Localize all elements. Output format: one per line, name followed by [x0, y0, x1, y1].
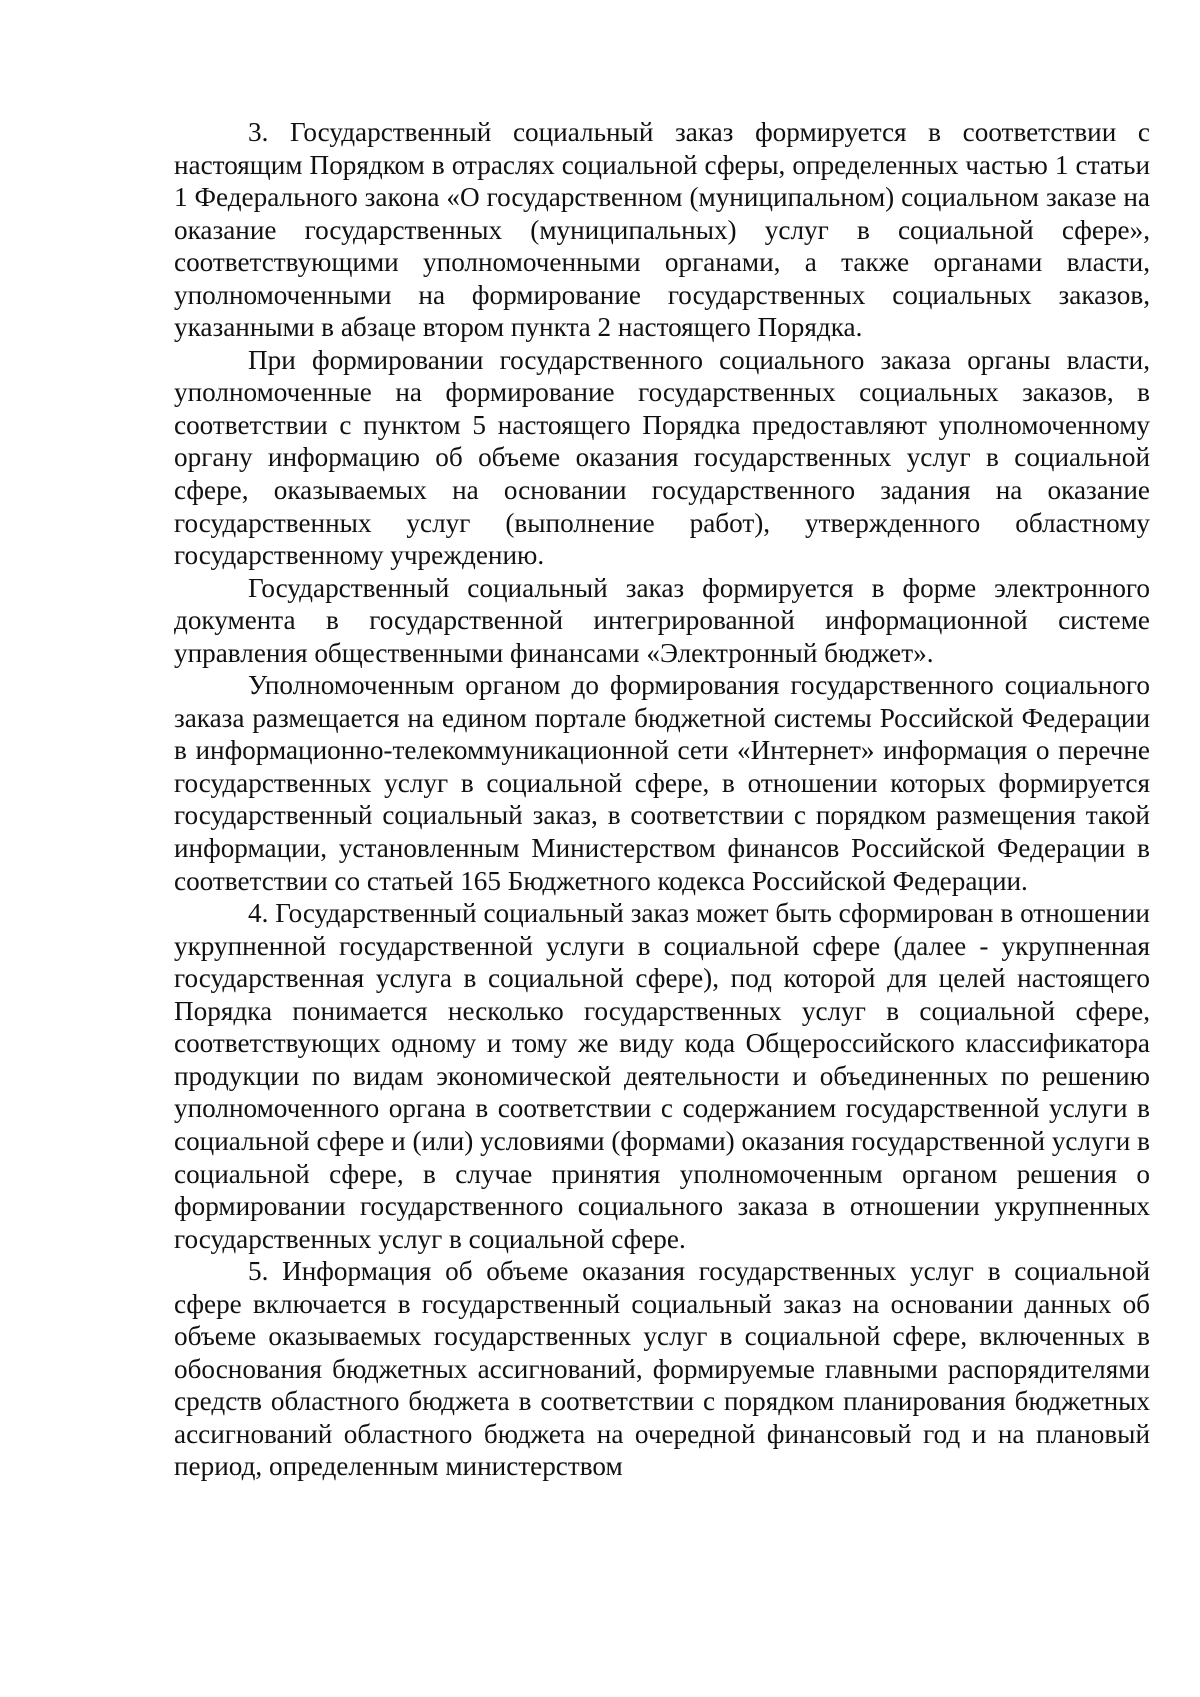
document-body	[174, 116, 1150, 1483]
paragraph-electronic-form: Государственный социальный заказ формируется в форме электронного документа в государственной интегрированной информационной системе управления общественными финансами «Электронный бюджет».	[174, 572, 1150, 668]
paragraph-item-5: 5. Информация об объеме оказания государственных услуг в социальной сфере включается в государственный социальный заказ на основании данных об объеме оказываемых государственных услуг в социальной сфере, включенных в обоснования бюджетных ассигнований, формируемые главными распорядителями средств областного бюджета в соответствии с порядком планирования бюджетных ассигнований областного бюджета на очередной финансовый год и на плановый период, определенным министерством	[174, 1256, 1150, 1482]
paragraph-portal-publication: Уполномоченным органом до формирования государственного социального заказа размещается на едином портале бюджетной системы Российской Федерации в информационно-телекоммуникационной сети «Интернет» информация о перечне государственных услуг в социальной сфере, в отношении которых формируется государственный социальный заказ, в соответствии с порядком размещения такой информации, установленным Министерством финансов Российской Федерации в соответствии со статьей 165 Бюджетного кодекса Российской Федерации.	[174, 670, 1150, 896]
paragraph-item-3: 3. Государственный социальный заказ формируется в соответствии с настоящим Порядком в отраслях социальной сферы, определенных частью 1 статьи 1 Федерального закона «О государственном (муниципальном) социальном заказе на оказание государственных (муниципальных) услуг в социальной сфере», соответствующими уполномоченными органами, а также органами власти, уполномоченными на формирование государственных социальных заказов, указанными в абзаце втором пункта 2 настоящего Порядка.	[174, 117, 1150, 343]
paragraph-info-submission: При формировании государственного социального заказа органы власти, уполномоченные на формирование государственных социальных заказов, в соответствии с пунктом 5 настоящего Порядка предоставляют уполномоченному органу информацию об объеме оказания государственных услуг в социальной сфере, оказываемых на основании государственного задания на оказание государственных услуг (выполнение работ), утвержденного областному государственному учреждению.	[174, 344, 1150, 571]
paragraph-item-4: 4. Государственный социальный заказ может быть сформирован в отношении укрупненной государственной услуги в социальной сфере (далее - укрупненная государственная услуга в социальной сфере), под которой для целей настоящего Порядка понимается несколько государственных услуг в социальной сфере, соответствующих одному и тому же виду кода Общероссийского классификатора продукции по видам экономической деятельности и объединенных по решению уполномоченного органа в соответствии с содержанием государственной услуги в социальной сфере и (или) условиями (формами) оказания государственной услуги в социальной сфере, в случае принятия уполномоченным органом решения о формировании государственного социального заказа в отношении укрупненных государственных услуг в социальной сфере.	[174, 898, 1150, 1254]
